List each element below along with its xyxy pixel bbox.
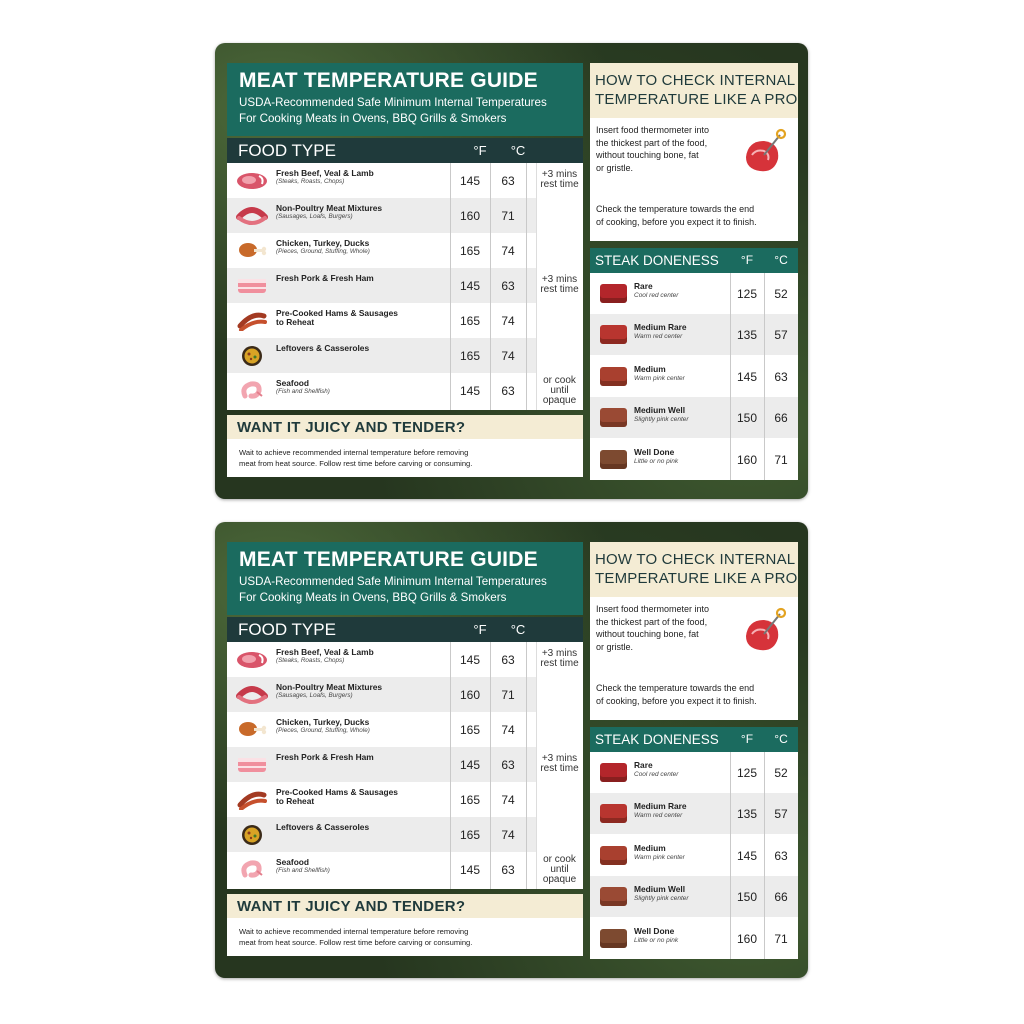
food-type-heading: FOOD TYPE (238, 141, 336, 160)
steak-doneness-table (590, 727, 798, 959)
guide-title-box (227, 63, 583, 136)
steak-doneness-desc: Slightly pink center (634, 416, 689, 424)
drumstick-icon (235, 240, 269, 261)
steak-doneness-name: Medium Well (634, 405, 686, 416)
column-divider (490, 163, 491, 410)
fahrenheit-heading: °F (740, 732, 754, 746)
how-to-heading-line2: TEMPERATURE LIKE A PRO (595, 91, 798, 108)
steak-row (590, 876, 798, 917)
seafood-opaque-note: or cook until opaque (542, 375, 577, 406)
instruction-line: without touching bone, fat (596, 629, 699, 639)
steak-temp-f: 135 (736, 807, 758, 822)
steak-doneness-desc: Warm red center (634, 812, 683, 820)
steak-doneness-name: Medium (634, 363, 666, 374)
steak-temp-f: 125 (736, 766, 758, 780)
food-temp-c: 74 (501, 723, 515, 737)
juicy-tender-box (227, 415, 583, 477)
steak-doneness-desc: Cool red center (634, 292, 679, 299)
juicy-heading: WANT IT JUICY AND TENDER? (237, 898, 466, 915)
food-temp-f: 145 (459, 863, 481, 877)
food-temp-c: 63 (501, 653, 515, 667)
steak-temp-f: 125 (736, 287, 758, 301)
how-to-heading-line1: HOW TO CHECK INTERNAL (595, 72, 796, 89)
food-temp-c: 63 (501, 174, 515, 188)
how-to-tip (596, 203, 757, 228)
steak-temp-c: 63 (774, 848, 788, 863)
steak-temp-f: 160 (736, 452, 758, 467)
food-type-heading: FOOD TYPE (238, 620, 336, 639)
steak-doneness-heading: STEAK DONENESS (595, 253, 719, 268)
shrimp-icon (235, 380, 269, 401)
food-subtext: (Fish and Shellfish) (276, 388, 330, 395)
steak-temp-c: 63 (774, 369, 788, 384)
casserole-icon (235, 824, 269, 845)
steak-swatch-icon (600, 804, 627, 823)
rest-time-note: +3 mins rest time (540, 169, 579, 190)
fahrenheit-heading: °F (473, 143, 487, 158)
steak-swatch-icon (600, 887, 627, 906)
steak-doneness-name: Rare (634, 281, 653, 291)
steak-swatch-icon (600, 325, 627, 344)
instruction-line: the thickest part of the food, (596, 616, 708, 627)
steak-swatch-icon (600, 367, 627, 386)
guide-title-box (227, 542, 583, 615)
steak-doneness-desc: Warm pink center (634, 374, 685, 382)
beef-icon (235, 170, 269, 191)
steak-temp-f: 135 (736, 328, 758, 343)
juicy-text-line2: meat from heat source. Follow rest time before carving or consuming. (239, 938, 473, 947)
steak-thermometer-icon (738, 606, 790, 658)
steak-doneness-name: Rare (634, 760, 653, 770)
steak-temp-c: 66 (774, 411, 788, 426)
food-type-table (227, 617, 583, 889)
guide-card-2 (215, 522, 808, 978)
food-table-body (227, 163, 583, 410)
steak-swatch-icon (600, 763, 627, 782)
food-name: Fresh Pork & Fresh Ham (276, 752, 374, 762)
column-divider (764, 752, 765, 959)
seafood-opaque-note: or cook until opaque (542, 854, 577, 885)
steak-doneness-heading: STEAK DONENESS (595, 732, 719, 747)
column-divider (526, 163, 527, 410)
steak-temp-f: 160 (736, 931, 758, 946)
food-name: Leftovers & Casseroles (276, 822, 370, 832)
food-subtext: (Sausages, Loafs, Burgers) (276, 692, 353, 699)
instruction-line: or gristle. (596, 641, 634, 652)
food-temp-f: 160 (459, 688, 481, 702)
food-table-header (227, 617, 583, 642)
steak-row (590, 273, 798, 314)
column-divider (490, 642, 491, 889)
food-temp-f: 165 (459, 244, 481, 258)
food-subtext: (Steaks, Roasts, Chops) (276, 657, 345, 664)
juicy-tender-box (227, 894, 583, 956)
food-name: Fresh Pork & Fresh Ham (276, 273, 374, 283)
food-name: Non-Poultry Meat Mixtures (276, 682, 383, 692)
casserole-icon (235, 345, 269, 366)
how-to-heading-line1: HOW TO CHECK INTERNAL (595, 551, 796, 568)
food-subtext: (Pieces, Ground, Stuffing, Whole) (276, 727, 370, 734)
steak-swatch-icon (600, 846, 627, 865)
guide-subtitle-line2: For Cooking Meats in Ovens, BBQ Grills & Smokers (239, 591, 507, 604)
tip-line: Check the temperature towards the end (596, 683, 755, 693)
instruction-line: Insert food thermometer into (596, 125, 710, 135)
steak-temp-c: 57 (774, 807, 788, 822)
food-name: Chicken, Turkey, Ducks (276, 717, 370, 727)
food-temp-c: 74 (501, 349, 515, 363)
steak-doneness-table (590, 248, 798, 480)
celsius-heading: °C (774, 732, 788, 746)
how-to-heading-line2: TEMPERATURE LIKE A PRO (595, 570, 798, 587)
steak-thermometer-icon (738, 127, 790, 179)
food-temp-c: 71 (501, 209, 515, 223)
column-divider (450, 163, 451, 410)
tip-line: of cooking, before you expect it to finish. (596, 695, 757, 706)
celsius-heading: °C (510, 143, 526, 158)
food-temp-f: 145 (459, 279, 481, 293)
steak-temp-f: 150 (736, 890, 758, 905)
steak-temp-c: 57 (774, 328, 788, 343)
how-to-tip (596, 682, 757, 707)
steak-row (590, 397, 798, 438)
how-to-instructions (596, 603, 709, 653)
how-to-instructions (596, 124, 709, 174)
shrimp-icon (235, 859, 269, 880)
steak-temp-f: 145 (736, 848, 758, 863)
food-temp-c: 74 (501, 244, 515, 258)
food-name: Leftovers & Casseroles (276, 343, 370, 353)
food-subtext: (Sausages, Loafs, Burgers) (276, 213, 353, 220)
tip-line: of cooking, before you expect it to finish. (596, 216, 757, 227)
juicy-text-line1: Wait to achieve recommended internal temperature before removing (239, 927, 469, 936)
steak-doneness-name: Well Done (634, 925, 675, 936)
food-temp-f: 165 (459, 828, 481, 842)
rest-time-note: +3 mins rest time (540, 648, 579, 669)
food-table-body (227, 642, 583, 889)
steak-swatch-icon (600, 408, 627, 427)
guide-subtitle-line1: USDA-Recommended Safe Minimum Internal Temperatures (239, 96, 547, 109)
steak-doneness-desc: Little or no pink (634, 936, 679, 944)
steak-row (590, 752, 798, 793)
beef-icon (235, 649, 269, 670)
guide-title: MEAT TEMPERATURE GUIDE (239, 548, 538, 571)
steak-temp-c: 71 (774, 931, 788, 946)
tip-line: Check the temperature towards the end (596, 204, 755, 214)
guide-title: MEAT TEMPERATURE GUIDE (239, 69, 538, 92)
instruction-line: or gristle. (596, 162, 634, 173)
steak-temp-f: 150 (736, 411, 758, 426)
steak-doneness-name: Well Done (634, 446, 675, 457)
guide-subtitle-line1: USDA-Recommended Safe Minimum Internal Temperatures (239, 575, 547, 588)
food-subtext: (Fish and Shellfish) (276, 867, 330, 874)
food-temp-f: 165 (459, 314, 481, 328)
food-subtext: (Steaks, Roasts, Chops) (276, 178, 345, 185)
steak-swatch-icon (600, 284, 627, 303)
food-name: Seafood (276, 857, 310, 867)
steak-doneness-name: Medium Well (634, 884, 686, 895)
steak-doneness-desc: Little or no pink (634, 457, 679, 465)
food-temp-f: 145 (459, 653, 481, 667)
instruction-line: the thickest part of the food, (596, 137, 708, 148)
steak-row (590, 314, 798, 355)
food-temp-f: 145 (459, 174, 481, 188)
food-temp-c: 63 (501, 758, 515, 772)
sausages-icon (235, 789, 269, 810)
food-name: Seafood (276, 378, 310, 388)
celsius-heading: °C (774, 253, 788, 267)
sausage-ring-icon (235, 205, 269, 226)
food-name: Chicken, Turkey, Ducks (276, 238, 370, 248)
sausages-icon (235, 310, 269, 331)
column-divider (730, 752, 731, 959)
food-temp-c: 63 (501, 863, 515, 877)
steak-row (590, 356, 798, 397)
food-name: Pre-Cooked Hams & Sausages to Reheat (276, 308, 398, 327)
column-divider (764, 273, 765, 480)
food-temp-f: 145 (459, 758, 481, 772)
food-name: Non-Poultry Meat Mixtures (276, 203, 383, 213)
food-temp-f: 160 (459, 209, 481, 223)
steak-row (590, 793, 798, 834)
steak-swatch-icon (600, 929, 627, 948)
column-divider (730, 273, 731, 480)
food-temp-f: 145 (459, 384, 481, 398)
food-temp-f: 165 (459, 349, 481, 363)
pork-icon (235, 754, 269, 775)
steak-doneness-desc: Warm pink center (634, 853, 685, 861)
celsius-heading: °C (510, 622, 526, 637)
steak-temp-f: 145 (736, 369, 758, 384)
steak-table-header (590, 248, 798, 273)
food-temp-c: 74 (501, 793, 515, 807)
steak-doneness-name: Medium (634, 842, 666, 853)
instruction-line: Insert food thermometer into (596, 604, 710, 614)
column-divider (450, 642, 451, 889)
food-temp-c: 74 (501, 828, 515, 842)
food-temp-f: 165 (459, 793, 481, 807)
guide-subtitle-line2: For Cooking Meats in Ovens, BBQ Grills & Smokers (239, 112, 507, 125)
steak-row (590, 439, 798, 480)
food-temp-c: 74 (501, 314, 515, 328)
how-to-check-box (590, 542, 798, 720)
fahrenheit-heading: °F (473, 622, 487, 637)
instruction-line: without touching bone, fat (596, 150, 699, 160)
steak-swatch-icon (600, 450, 627, 469)
rest-time-note: +3 mins rest time (540, 274, 579, 295)
steak-doneness-desc: Cool red center (634, 771, 679, 778)
steak-temp-c: 71 (774, 452, 788, 467)
juicy-text-line1: Wait to achieve recommended internal temperature before removing (239, 448, 469, 457)
steak-temp-c: 66 (774, 890, 788, 905)
food-name: Pre-Cooked Hams & Sausages to Reheat (276, 787, 398, 806)
steak-doneness-desc: Warm red center (634, 333, 683, 341)
steak-doneness-name: Medium Rare (634, 801, 687, 812)
rest-time-note: +3 mins rest time (540, 753, 579, 774)
food-name: Fresh Beef, Veal & Lamb (276, 168, 374, 178)
food-temp-c: 63 (501, 279, 515, 293)
steak-row (590, 918, 798, 959)
food-temp-f: 165 (459, 723, 481, 737)
juicy-text-line2: meat from heat source. Follow rest time before carving or consuming. (239, 459, 473, 468)
drumstick-icon (235, 719, 269, 740)
pork-icon (235, 275, 269, 296)
steak-doneness-desc: Slightly pink center (634, 895, 689, 903)
food-name: Fresh Beef, Veal & Lamb (276, 647, 374, 657)
steak-row (590, 835, 798, 876)
steak-doneness-name: Medium Rare (634, 322, 687, 333)
fahrenheit-heading: °F (740, 253, 754, 267)
food-table-header (227, 138, 583, 163)
steak-table-header (590, 727, 798, 752)
steak-temp-c: 52 (774, 766, 788, 780)
food-type-table (227, 138, 583, 410)
steak-temp-c: 52 (774, 287, 788, 301)
juicy-heading: WANT IT JUICY AND TENDER? (237, 419, 466, 436)
sausage-ring-icon (235, 684, 269, 705)
food-subtext: (Pieces, Ground, Stuffing, Whole) (276, 248, 370, 255)
column-divider (526, 642, 527, 889)
guide-card-1 (215, 43, 808, 499)
food-temp-c: 71 (501, 688, 515, 702)
how-to-check-box (590, 63, 798, 241)
food-temp-c: 63 (501, 384, 515, 398)
